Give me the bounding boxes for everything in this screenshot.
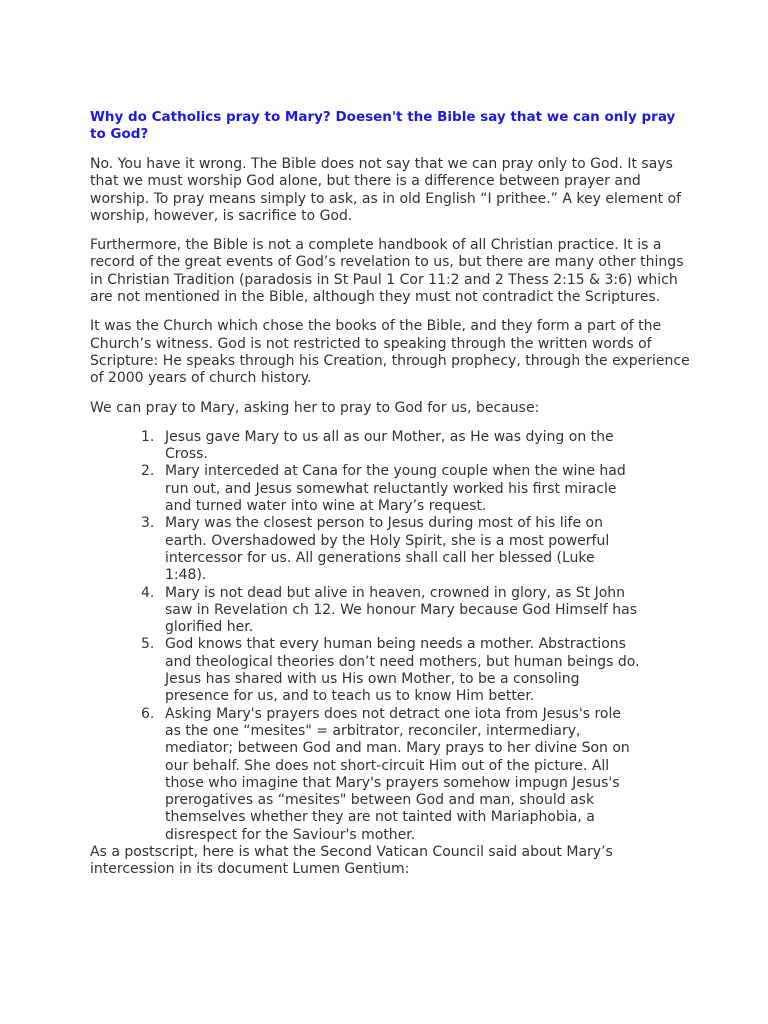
- list-number: 1.: [141, 428, 155, 445]
- list-text: Jesus gave Mary to us all as our Mother, as He was dying on the Cross.: [165, 428, 614, 463]
- reasons-list: [90, 429, 690, 844]
- list-item: [90, 463, 640, 515]
- list-text: Mary is not dead but alive in heaven, crowned in glory, as St John saw in Revelation ch 12. We honour Mary because God Himself has glorified her.: [165, 584, 637, 636]
- list-item: [90, 585, 640, 637]
- document-page: [90, 109, 690, 879]
- tradition-paragraph: Furthermore, the Bible is not a complete handbook of all Christian practice. It is a record of the great events of God’s revelation to us, but there are many other things in Christian Tradition (paradosis in St Paul 1 Cor 11:2 and 2 Thess 2:15 & 3:6) which are not mentioned in the Bible, although they must not contradict the Scriptures.: [90, 237, 684, 306]
- list-item: [90, 429, 640, 464]
- list-item: [90, 706, 640, 844]
- list-item: [90, 515, 640, 584]
- postscript-paragraph: As a postscript, here is what the Second Vatican Council said about Mary’s intercession in its document Lumen Gentium:: [90, 843, 613, 878]
- list-text: Mary interceded at Cana for the young couple when the wine had run out, and Jesus somewhat reluctantly worked his first miracle and turned water into wine at Mary’s request.: [165, 463, 626, 515]
- question-heading: Why do Catholics pray to Mary? Doesen't the Bible say that we can only pray to God?: [90, 109, 676, 142]
- church-paragraph: It was the Church which chose the books of the Bible, and they form a part of the Church’s witness. God is not restricted to speaking through the written words of Scripture: He speaks through his Creation, through prophecy, through the experience of 2000 years of church history.: [90, 318, 690, 387]
- list-text: God knows that every human being needs a mother. Abstractions and theological theories don’t need mothers, but human beings do. Jesus has shared with us His own Mother, to be a consoling presence for us, and to teach us to know Him better.: [165, 636, 640, 705]
- list-number: 6.: [141, 705, 155, 722]
- intro-paragraph: We can pray to Mary, asking her to pray to God for us, because:: [90, 399, 540, 416]
- list-number: 4.: [141, 584, 155, 601]
- list-number: 5.: [141, 636, 155, 653]
- list-item: [90, 636, 640, 705]
- list-text: Mary was the closest person to Jesus during most of his life on earth. Overshadowed by the Holy Spirit, she is a most powerful intercessor for us. All generations shall call her blessed (Luke 1:48).: [165, 515, 610, 584]
- answer-paragraph: No. You have it wrong. The Bible does not say that we can pray only to God. It says that we must worship God alone, but there is a difference between prayer and worship. To pray means simply to ask, as in old English “I prithee.” A key element of worship, however, is sacrifice to God.: [90, 156, 682, 224]
- list-number: 3.: [141, 515, 155, 532]
- list-text: Asking Mary's prayers does not detract one iota from Jesus's role as the one “mesites" = arbitrator, reconciler, intermediary, mediator; between God and man. Mary prays to her divine Son on our behalf. She does not short-circuit Him out of the picture. All those who imagine that Mary's prayers somehow impugn Jesus's prerogatives as “mesites" between God and man, should ask themselves whether they are not tainted with Mariaphobia, a disrespect for the Saviour's mother.: [165, 705, 630, 843]
- list-number: 2.: [141, 463, 155, 480]
